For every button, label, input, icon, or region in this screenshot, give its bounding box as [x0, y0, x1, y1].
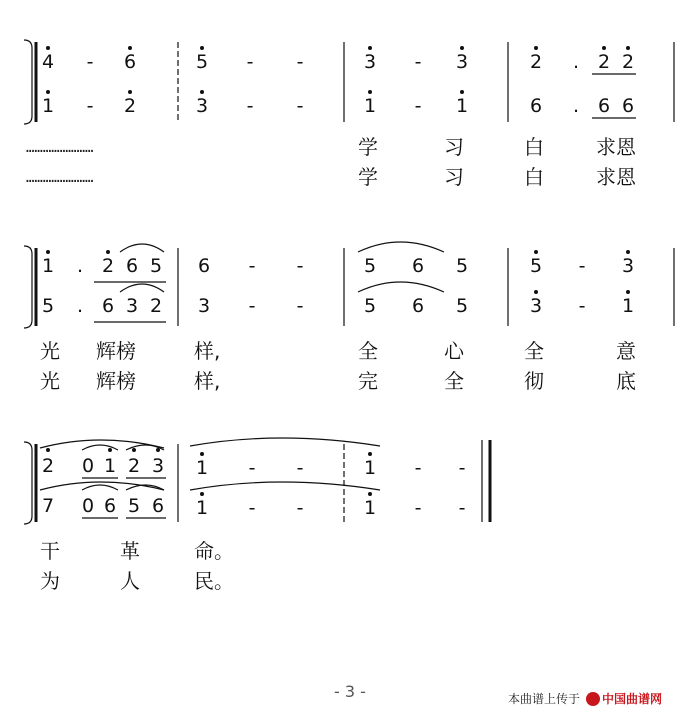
system1-brace — [24, 40, 32, 124]
note: 2 — [597, 51, 611, 73]
note: 6 — [123, 51, 137, 73]
lyric: 光 — [40, 339, 60, 363]
lyric: 干 — [40, 539, 60, 563]
note: 4 — [41, 51, 55, 73]
note: 0 — [81, 455, 95, 477]
note: 3 — [621, 255, 635, 277]
note: 1 — [103, 455, 117, 477]
note: 7 — [41, 495, 55, 517]
lyric: 样, — [194, 369, 221, 393]
lyric: 求恩 — [596, 165, 636, 189]
dot: . — [76, 255, 84, 277]
note: 1 — [621, 295, 635, 317]
dash: - — [578, 295, 586, 317]
lyric-dots: …………………… — [26, 140, 94, 156]
dash: - — [296, 295, 304, 317]
dot: . — [76, 295, 84, 317]
lyric: 白 — [524, 165, 544, 189]
note: 6 — [101, 295, 115, 317]
note: 2 — [41, 455, 55, 477]
note: 1 — [195, 497, 209, 519]
note: 1 — [41, 255, 55, 277]
dash: - — [248, 457, 256, 479]
note: 3 — [455, 51, 469, 73]
note: 0 — [81, 495, 95, 517]
lyric: 白 — [524, 135, 544, 159]
note: 5 — [455, 255, 469, 277]
dash: - — [296, 497, 304, 519]
note: 6 — [411, 255, 425, 277]
note: 3 — [125, 295, 139, 317]
dash: - — [414, 51, 422, 73]
note: 6 — [529, 95, 543, 117]
footer-text: 本曲谱上传于 — [508, 692, 581, 706]
lyric: 彻 — [524, 369, 544, 393]
note: 1 — [363, 457, 377, 479]
note: 5 — [127, 495, 141, 517]
footer — [508, 690, 662, 707]
note: 1 — [363, 95, 377, 117]
dash: - — [248, 497, 256, 519]
note: 5 — [529, 255, 543, 277]
note: 5 — [195, 51, 209, 73]
note: 2 — [149, 295, 163, 317]
dash: - — [414, 95, 422, 117]
dash: - — [458, 497, 466, 519]
note: 6 — [151, 495, 165, 517]
note: 6 — [125, 255, 139, 277]
note: 2 — [127, 455, 141, 477]
dash: - — [458, 457, 466, 479]
site-name[interactable]: 中国曲谱网 — [602, 692, 663, 706]
lyric: 完 — [358, 369, 378, 393]
note: 2 — [101, 255, 115, 277]
lyric: 辉榜 — [96, 369, 136, 393]
note: 1 — [195, 457, 209, 479]
note: 2 — [621, 51, 635, 73]
note: 5 — [363, 295, 377, 317]
lyric: 心 — [444, 339, 464, 363]
dash: - — [414, 497, 422, 519]
lyric: 人 — [120, 569, 140, 593]
note: 6 — [597, 95, 611, 117]
lyric: 样, — [194, 339, 221, 363]
note: 6 — [197, 255, 211, 277]
lyric: 意 — [616, 339, 636, 363]
system2-brace — [24, 246, 32, 328]
dash: - — [246, 95, 254, 117]
site-logo-icon — [586, 692, 600, 706]
note: 3 — [363, 51, 377, 73]
note: 1 — [455, 95, 469, 117]
lyric-dots: …………………… — [26, 170, 94, 186]
note: 6 — [621, 95, 635, 117]
note: 3 — [197, 295, 211, 317]
lyric: 全 — [444, 369, 464, 393]
lyric: 求恩 — [596, 135, 636, 159]
note: 3 — [195, 95, 209, 117]
note: 1 — [363, 497, 377, 519]
dash: - — [246, 51, 254, 73]
lyric: 为 — [40, 569, 60, 593]
lyric: 底 — [616, 369, 636, 393]
dash: - — [296, 51, 304, 73]
dash: - — [296, 95, 304, 117]
dash: - — [248, 295, 256, 317]
note: 2 — [529, 51, 543, 73]
lyric: 辉榜 — [96, 339, 136, 363]
system3-brace — [24, 442, 32, 524]
note: 6 — [103, 495, 117, 517]
dash: - — [86, 51, 94, 73]
lyric: 学 — [358, 165, 378, 189]
lyric: 习 — [444, 165, 464, 189]
dash: - — [296, 255, 304, 277]
dash: - — [578, 255, 586, 277]
lyric: 全 — [524, 339, 544, 363]
note: 3 — [529, 295, 543, 317]
note: 5 — [41, 295, 55, 317]
page-number: - 3 - — [334, 682, 366, 701]
lyric: 民。 — [194, 569, 234, 593]
dash: - — [296, 457, 304, 479]
note: 1 — [41, 95, 55, 117]
dash: - — [248, 255, 256, 277]
dot: . — [572, 51, 580, 73]
lyric: 学 — [358, 135, 378, 159]
lyric: 命。 — [194, 539, 234, 563]
lyric: 革 — [120, 539, 140, 563]
dash: - — [414, 457, 422, 479]
note: 2 — [123, 95, 137, 117]
dash: - — [86, 95, 94, 117]
lyric: 习 — [444, 135, 464, 159]
dot: . — [572, 95, 580, 117]
lyric: 全 — [358, 339, 378, 363]
lyric: 光 — [40, 369, 60, 393]
note: 3 — [151, 455, 165, 477]
note: 6 — [411, 295, 425, 317]
note: 5 — [455, 295, 469, 317]
note: 5 — [363, 255, 377, 277]
note: 5 — [149, 255, 163, 277]
